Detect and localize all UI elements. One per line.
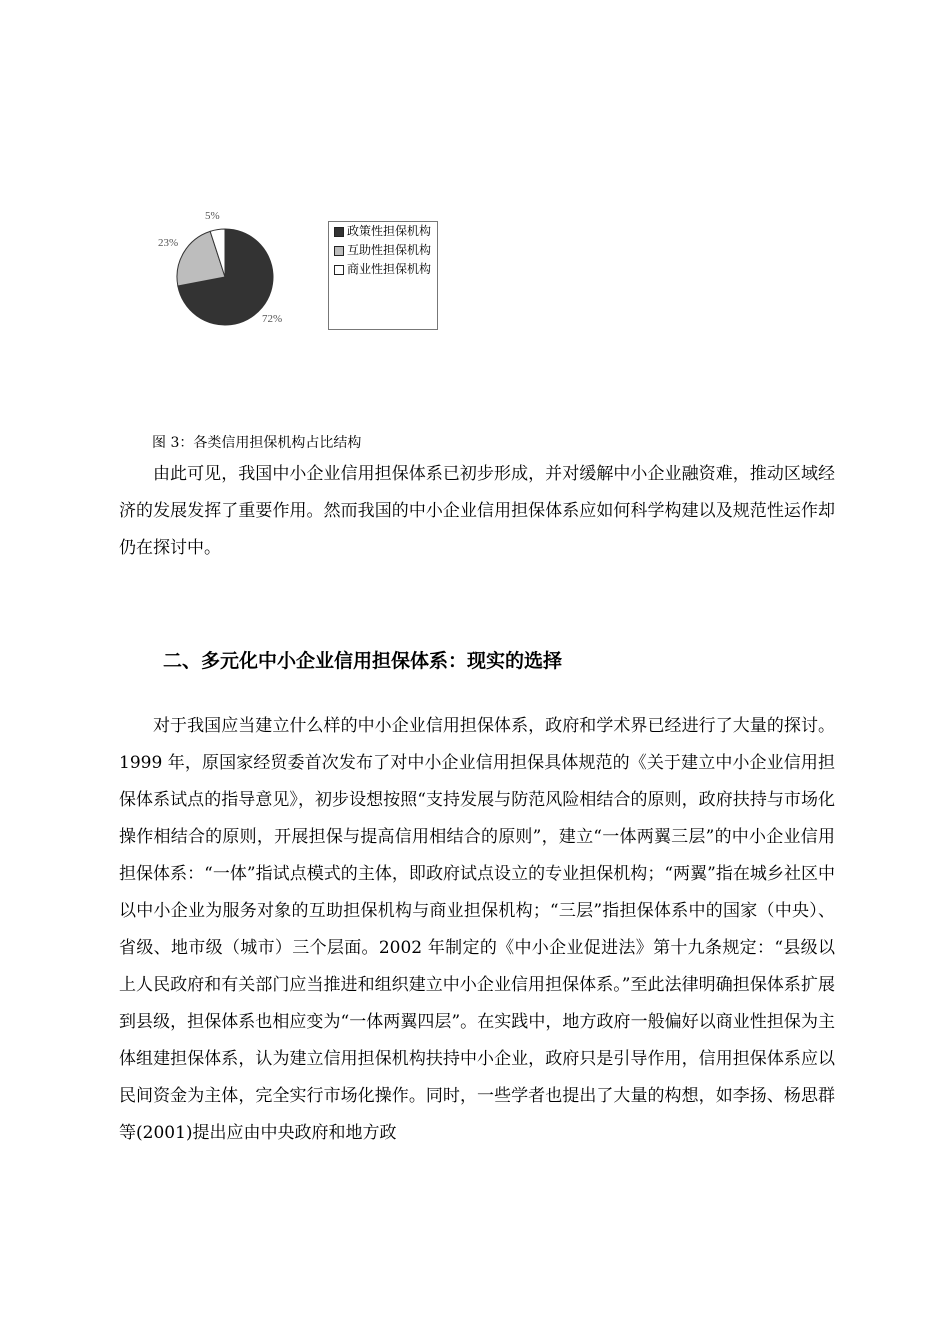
body-paragraph-2: 对于我国应当建立什么样的中小企业信用担保体系，政府和学术界已经进行了大量的探讨。1999 年，原国家经贸委首次发布了对中小企业信用担保具体规范的《关于建立中小企业信用担保体系试点的指导意见》，初步设想按照“支持发展与防范风险相结合的原则，政府扶持与市场化操作相结合的原则，开展担保与提高信用相结合的原则”，建立“一体两翼三层”的中小企业信用担保体系：“一体”指试点模式的主体，即政府试点设立的专业担保机构；“两翼”指在城乡社区中以中小企业为服务对象的互助担保机构与商业担保机构；“三层”指担保体系中的国家（中央）、省级、地市级（城市）三个层面。2002 年制定的《中小企业促进法》第十九条规定：“县级以上人民政府和有关部门应当推进和组织建立中小企业信用担保体系。”至此法律明确担保体系扩展到县级，担保体系也相应变为“一体两翼四层”。在实践中，地方政府一般偏好以商业性担保为主体组建担保体系，认为建立信用担保机构扶持中小企业，政府只是引导作用，信用担保体系应以民间资金为主体，完全实行市场化操作。同时，一些学者也提出了大量的构想，如李扬、杨思群等(2001)提出应由中央政府和地方政 bbox=[119, 716, 835, 1143]
legend-label-commercial: 商业性担保机构 bbox=[347, 262, 432, 276]
pie-label-mutual: 23% bbox=[158, 237, 179, 249]
legend-swatch-mutual bbox=[334, 246, 344, 256]
pie-label-commercial: 5% bbox=[205, 210, 220, 222]
pie-label-policy: 72% bbox=[262, 313, 283, 325]
section-heading: 二、多元化中小企业信用担保体系：现实的选择 bbox=[163, 650, 563, 672]
legend-swatch-policy bbox=[334, 227, 344, 237]
body-paragraph-1: 由此可见，我国中小企业信用担保体系已初步形成，并对缓解中小企业融资难，推动区域经济的发展发挥了重要作用。然而我国的中小企业信用担保体系应如何科学构建以及规范性运作却仍在探讨中。 bbox=[119, 464, 835, 558]
legend-item-mutual bbox=[334, 244, 433, 256]
chart-legend bbox=[328, 221, 438, 330]
legend-label-mutual: 互助性担保机构 bbox=[347, 243, 432, 257]
legend-item-policy bbox=[334, 225, 433, 237]
pie-chart bbox=[140, 195, 330, 340]
legend-label-policy: 政策性担保机构 bbox=[347, 224, 432, 238]
legend-swatch-commercial bbox=[334, 265, 344, 275]
figure-caption: 图 3：各类信用担保机构占比结构 bbox=[152, 435, 362, 451]
legend-item-commercial bbox=[334, 263, 433, 275]
